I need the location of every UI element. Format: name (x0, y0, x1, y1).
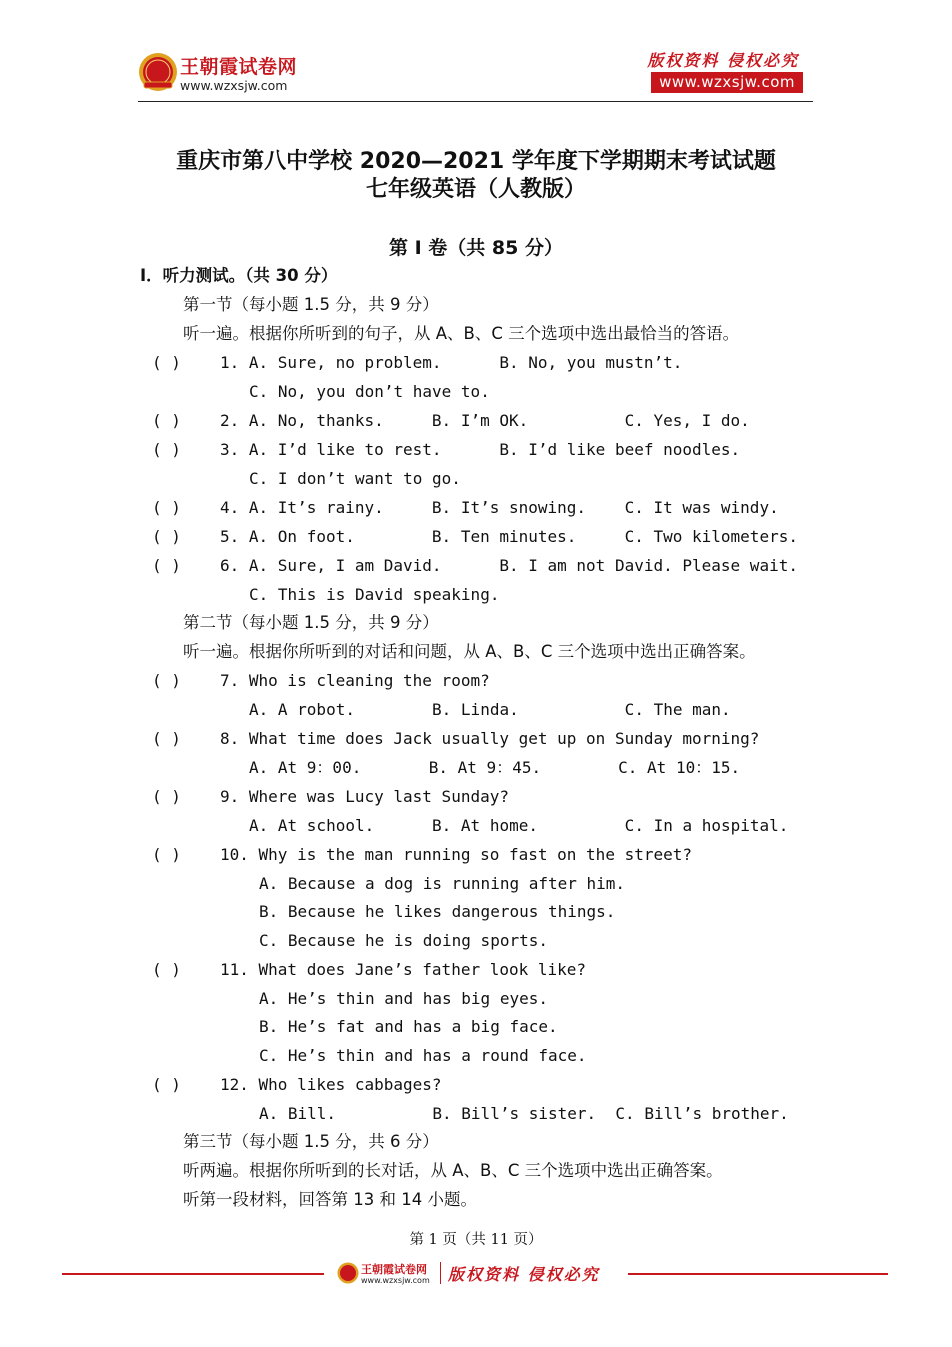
page-number: 第 1 页（共 11 页） (409, 1232, 543, 1248)
question-10-option-c: C. Because he is doing sports. (259, 931, 548, 950)
question-3: 3. A. I’d like to rest. B. I’d like beef noodles. (220, 440, 741, 459)
seal-logo-icon (138, 52, 178, 92)
question-1-option-c: C. No, you don’t have to. (249, 382, 490, 401)
question-8: 8. What time does Jack usually get up on Sunday morning? (220, 729, 760, 748)
question-6: 6. A. Sure, I am David. B. I am not David. Please wait. (220, 556, 798, 575)
page-header (138, 48, 813, 102)
part1-title: 第一节（每小题 1.5 分，共 9 分） (183, 295, 439, 314)
question-9-options: A. At school. B. At home. C. In a hospital. (249, 816, 789, 835)
footer-divider-left (62, 1273, 324, 1275)
seal-logo-icon (337, 1262, 359, 1284)
site-url-badge[interactable]: www.wzxsjw.com (651, 72, 803, 93)
answer-blank[interactable]: ( ) (152, 527, 181, 546)
question-9: 9. Where was Lucy last Sunday? (220, 787, 509, 806)
footer-copyright-notice: 版权资料 侵权必究 (448, 1265, 600, 1284)
answer-blank[interactable]: ( ) (152, 411, 181, 430)
brand-name: 王朝霞试卷网 (180, 56, 298, 78)
question-5: 5. A. On foot. B. Ten minutes. C. Two kilometers. (220, 527, 798, 546)
question-6-option-c: C. This is David speaking. (249, 585, 500, 604)
part3-instructions: 听两遍。根据你所听到的长对话，从 A、B、C 三个选项中选出正确答案。 (183, 1161, 723, 1180)
question-10-option-b: B. Because he likes dangerous things. (259, 902, 616, 921)
question-10: 10. Why is the man running so fast on the street? (220, 845, 693, 864)
answer-blank[interactable]: ( ) (152, 556, 181, 575)
question-7: 7. Who is cleaning the room? (220, 671, 490, 690)
question-3-option-c: C. I don’t want to go. (249, 469, 461, 488)
answer-blank[interactable]: ( ) (152, 1075, 181, 1094)
question-11: 11. What does Jane’s father look like? (220, 960, 587, 979)
section-heading: I．听力测试。（共 30 分） (140, 266, 338, 285)
question-11-option-a: A. He’s thin and has big eyes. (259, 989, 548, 1008)
answer-blank[interactable]: ( ) (152, 440, 181, 459)
question-8-options: A. At 9：00. B. At 9：45. C. At 10：15. (249, 758, 741, 777)
question-4: 4. A. It’s rainy. B. It’s snowing. C. It was windy. (220, 498, 779, 517)
answer-blank[interactable]: ( ) (152, 960, 181, 979)
question-10-option-a: A. Because a dog is running after him. (259, 874, 626, 893)
question-2: 2. A. No, thanks. B. I’m OK. C. Yes, I do. (220, 411, 750, 430)
answer-blank[interactable]: ( ) (152, 671, 181, 690)
answer-blank[interactable]: ( ) (152, 787, 181, 806)
answer-blank[interactable]: ( ) (152, 353, 181, 372)
question-11-option-c: C. He’s thin and has a round face. (259, 1046, 587, 1065)
question-12: 12. Who likes cabbages? (220, 1075, 442, 1094)
question-7-options: A. A robot. B. Linda. C. The man. (249, 700, 731, 719)
footer-brand-name: 王朝霞试卷网 (361, 1263, 427, 1276)
answer-blank[interactable]: ( ) (152, 845, 181, 864)
answer-blank[interactable]: ( ) (152, 498, 181, 517)
footer-separator (440, 1262, 441, 1284)
part-title: 第 I 卷（共 85 分） (389, 237, 563, 259)
part1-instructions: 听一遍。根据你所听到的句子，从 A、B、C 三个选项中选出最恰当的答语。 (183, 324, 740, 343)
footer-divider-right (628, 1273, 888, 1275)
part2-instructions: 听一遍。根据你所听到的对话和问题，从 A、B、C 三个选项中选出正确答案。 (183, 642, 756, 661)
question-11-option-b: B. He’s fat and has a big face. (259, 1017, 558, 1036)
part2-title: 第二节（每小题 1.5 分，共 9 分） (183, 613, 439, 632)
part3-note: 听第一段材料，回答第 13 和 14 小题。 (183, 1190, 477, 1209)
answer-blank[interactable]: ( ) (152, 729, 181, 748)
footer-brand-url[interactable]: www.wzxsjw.com (361, 1276, 430, 1285)
brand-url[interactable]: www.wzxsjw.com (180, 78, 288, 93)
question-12-options: A. Bill. B. Bill’s sister. C. Bill’s brother. (259, 1104, 789, 1123)
question-1: 1. A. Sure, no problem. B. No, you mustn’t. (220, 353, 683, 372)
copyright-notice: 版权资料 侵权必究 (647, 51, 799, 70)
exam-title: 重庆市第八中学校 2020—2021 学年度下学期期末考试试题 (176, 149, 776, 174)
exam-subtitle: 七年级英语（人教版） (365, 177, 586, 202)
part3-title: 第三节（每小题 1.5 分，共 6 分） (183, 1132, 439, 1151)
